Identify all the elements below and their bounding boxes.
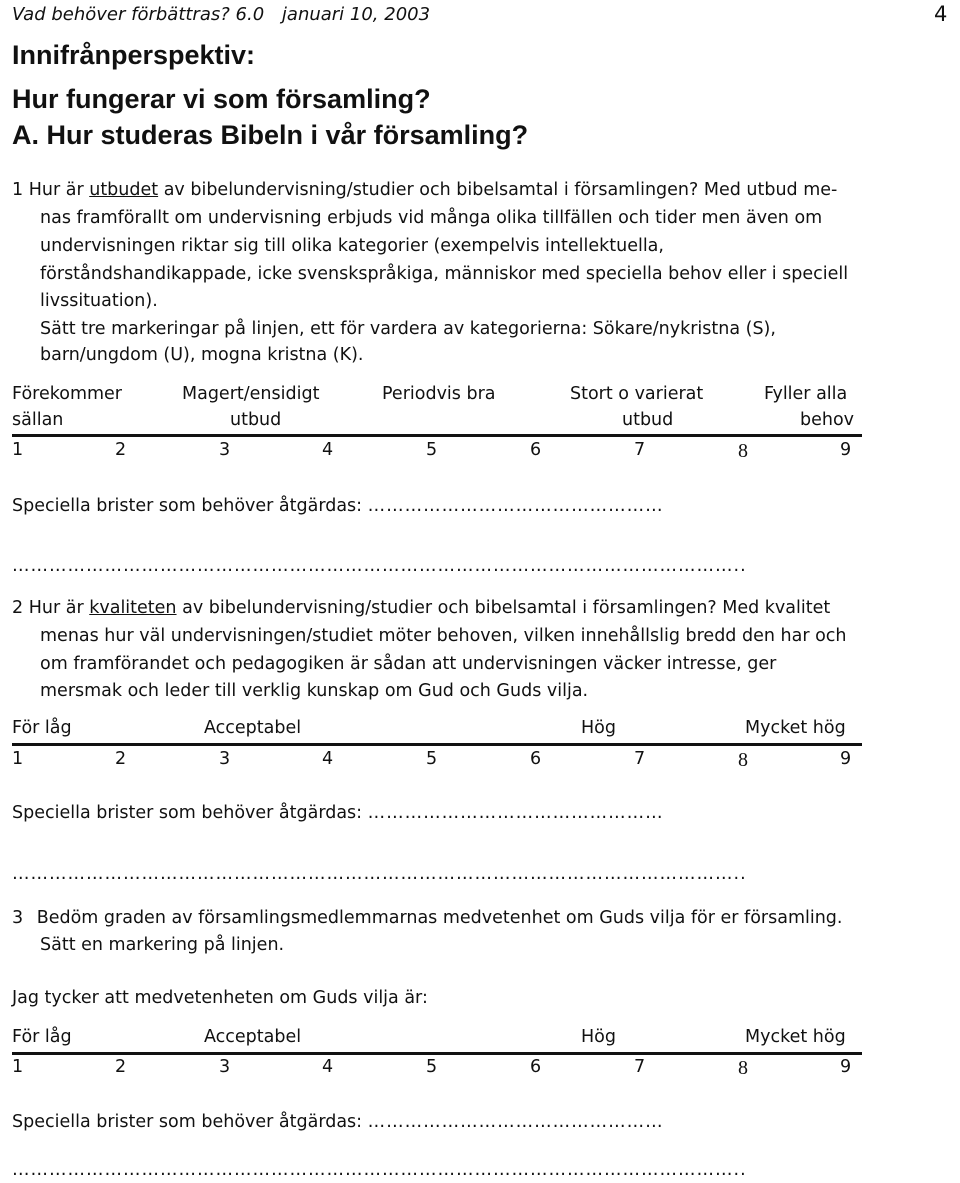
q3-scale-label: Mycket hög xyxy=(745,1027,846,1047)
q2-scale-number[interactable]: 8 xyxy=(738,749,748,771)
q3-scale-label: Acceptabel xyxy=(204,1027,302,1047)
q1-scale-number[interactable]: 3 xyxy=(219,440,231,460)
title-line-3: A. Hur studeras Bibeln i vår församling? xyxy=(12,120,529,150)
q2-scale-number[interactable]: 7 xyxy=(634,749,646,769)
version: 6.0 xyxy=(235,4,265,25)
title-line-1: Innifrånperspektiv: xyxy=(12,40,256,70)
q2-deficits-field-2[interactable]: ……………………………………………………………………………………………………….. xyxy=(12,864,747,884)
page-number: 4 xyxy=(934,2,948,26)
q1-line: barn/ungdom (U), mogna kristna (K). xyxy=(40,345,364,365)
q3-scale-number[interactable]: 2 xyxy=(115,1057,127,1077)
q3-deficits-field-2[interactable]: ……………………………………………………………………………………………………….. xyxy=(12,1160,747,1180)
q1-scale-number[interactable]: 8 xyxy=(738,440,748,462)
q1-line: undervisningen riktar sig till olika kategorier (exempelvis intellektuella, xyxy=(40,236,664,256)
q1-deficits-field-2[interactable]: ……………………………………………………………………………………………………….. xyxy=(12,556,747,576)
q1-scale-label-3a: Periodvis bra xyxy=(382,384,496,404)
title-line-2: Hur fungerar vi som församling? xyxy=(12,84,431,114)
q3-scale-number[interactable]: 1 xyxy=(12,1057,24,1077)
q3-scale-number[interactable]: 9 xyxy=(840,1057,852,1077)
q2-scale-label: Hög xyxy=(581,718,616,738)
q1-deficits-field[interactable]: ………………………………………… xyxy=(367,496,664,516)
running-title: Vad behöver förbättras? xyxy=(12,4,230,25)
q1-scale-number[interactable]: 7 xyxy=(634,440,646,460)
q1-intro: 1 Hur är utbudet av bibelundervisning/studier och bibelsamtal i församlingen? Med utbud me- xyxy=(12,180,838,200)
q3-scale-number[interactable]: 8 xyxy=(738,1057,748,1079)
q2-line: mersmak och leder till verklig kunskap om Gud och Guds vilja. xyxy=(40,681,589,701)
q3-deficits-field[interactable]: ………………………………………… xyxy=(367,1112,664,1132)
q2-line: menas hur väl undervisningen/studiet möter behoven, vilken innehållslig bredd den har och xyxy=(40,626,847,646)
q1-scale-label-4b: utbud xyxy=(622,410,674,430)
running-header xyxy=(12,4,430,25)
q3-scale-number[interactable]: 7 xyxy=(634,1057,646,1077)
q2-scale-number[interactable]: 1 xyxy=(12,749,24,769)
q3-deficits-label: Speciella brister som behöver åtgärdas: ………………………………………… xyxy=(12,1112,664,1132)
q2-scale-line[interactable] xyxy=(12,743,862,746)
q1-line: nas framförallt om undervisning erbjuds vid många olika tillfällen och tider men även om xyxy=(40,208,823,228)
q1-scale-number[interactable]: 2 xyxy=(115,440,127,460)
q3-intro: 3 Bedöm graden av församlingsmedlemmarnas medvetenhet om Guds vilja för er församling. xyxy=(12,908,843,928)
q1-scale-number[interactable]: 9 xyxy=(840,440,852,460)
q3-number: 3 xyxy=(12,908,24,928)
q2-deficits-label: Speciella brister som behöver åtgärdas: ………………………………………… xyxy=(12,803,664,823)
q2-scale-number[interactable]: 2 xyxy=(115,749,127,769)
q2-scale-label: För låg xyxy=(12,718,72,738)
q1-scale-number[interactable]: 1 xyxy=(12,440,24,460)
q1-scale-label-1a: Förekommer xyxy=(12,384,122,404)
q3-scale-number[interactable]: 3 xyxy=(219,1057,231,1077)
q2-scale-label: Mycket hög xyxy=(745,718,846,738)
q2-deficits-field[interactable]: ………………………………………… xyxy=(367,803,664,823)
q1-scale-label-2b: utbud xyxy=(230,410,282,430)
q3-line: Sätt en markering på linjen. xyxy=(40,935,285,955)
q1-scale-line[interactable] xyxy=(12,434,862,437)
q1-scale-number[interactable]: 4 xyxy=(322,440,334,460)
q1-scale-label-1b: sällan xyxy=(12,410,64,430)
q3-scale-number[interactable]: 6 xyxy=(530,1057,542,1077)
q3-scale-number[interactable]: 4 xyxy=(322,1057,334,1077)
q3-scale-label: Hög xyxy=(581,1027,616,1047)
q2-scale-number[interactable]: 9 xyxy=(840,749,852,769)
q2-line: om framförandet och pedagogiken är sådan att undervisningen väcker intresse, ger xyxy=(40,654,777,674)
q1-scale-label-4a: Stort o varierat xyxy=(570,384,704,404)
q1-line: livssituation). xyxy=(40,291,158,311)
q2-scale-number[interactable]: 3 xyxy=(219,749,231,769)
q1-keyword: utbudet xyxy=(89,180,159,200)
q1-scale-label-2a: Magert/ensidigt xyxy=(182,384,320,404)
q1-number: 1 xyxy=(12,180,24,200)
q1-scale-number[interactable]: 5 xyxy=(426,440,438,460)
q2-scale-number[interactable]: 5 xyxy=(426,749,438,769)
q2-scale-number[interactable]: 4 xyxy=(322,749,334,769)
q1-deficits-label: Speciella brister som behöver åtgärdas: ………………………………………… xyxy=(12,496,664,516)
q2-keyword: kvaliteten xyxy=(89,598,177,618)
q3-scale-label: För låg xyxy=(12,1027,72,1047)
q1-line: Sätt tre markeringar på linjen, ett för vardera av kategorierna: Sökare/nykristna (S), xyxy=(40,319,776,339)
q3-prompt: Jag tycker att medvetenheten om Guds vilja är: xyxy=(12,988,428,1008)
q1-scale-label-5b: behov xyxy=(800,410,855,430)
q2-scale-number[interactable]: 6 xyxy=(530,749,542,769)
q3-scale-number[interactable]: 5 xyxy=(426,1057,438,1077)
header-date: januari 10, 2003 xyxy=(281,4,431,25)
q1-line: förståndshandikappade, icke svenskspråkiga, människor med speciella behov eller i speciell xyxy=(40,264,849,284)
q1-scale-number[interactable]: 6 xyxy=(530,440,542,460)
q2-scale-label: Acceptabel xyxy=(204,718,302,738)
q3-scale-line[interactable] xyxy=(12,1052,862,1055)
q2-intro: 2 Hur är kvaliteten av bibelundervisning/studier och bibelsamtal i församlingen? Med kvalitet xyxy=(12,598,831,618)
q2-number: 2 xyxy=(12,598,24,618)
q1-scale-label-5a: Fyller alla xyxy=(764,384,848,404)
